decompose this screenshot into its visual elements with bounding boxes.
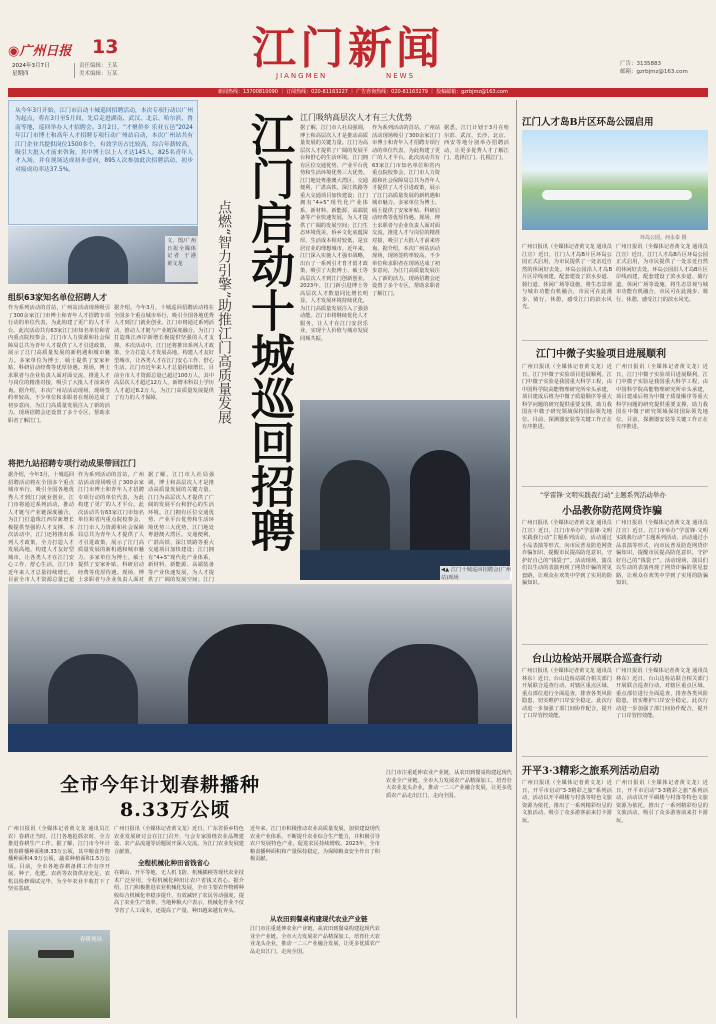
bottom-headline-1: 全市今年计划春耕播种: [60, 774, 261, 796]
bottom-headline-2: 8.33万公顷: [120, 799, 231, 821]
sub-headline: 点燃“智力引擎”助推江门高质量发展: [216, 200, 232, 425]
job-fair-photo-wide: [8, 584, 512, 752]
designer-credit: 美术编辑：万某: [79, 70, 118, 77]
column-divider: [516, 100, 517, 1018]
section2-body-col2: 作为系列活动的首站，广州站活动现场吸引了300余家江门市博士和青年人才招聘专项行动的单位代表，为此构建了更广的人才平台。此次活动共有63家江门市知名单位和省内重点院校参会，江门市人力资源和社会保障局总共为青年人才提供了人才引进政策，展示了江门高质量发展的新机遇和城市魅力。多家单位为博士、硕士提供了安家补贴、科研启动经费等优厚待遇。现场，博士求职者与企业负责人面对: [78, 472, 144, 584]
contact-bar-text: 新闻热线：13700810090 ｜ 订阅热线：020-81163227 ｜ 广告咨询热线：020-81163279 ｜ 投稿邮箱：gzrbjmz@163.com: [218, 89, 508, 95]
editor-credit: 责任编辑：王某: [79, 63, 118, 69]
r4-body-col1: 广州日报讯（全媒体记者黄文龙 通讯员林东）近日，台山边检站联合相关部门开展联合巡查行动，对辖区重点区域、重点部位进行全面巡查，排查各类风险隐患，切实维护口岸安全稳定。此次行动进一步加强了部门间协作配合，提升了口岸管控效能。: [522, 668, 612, 720]
section-title: 江门新闻: [252, 23, 444, 74]
r3-body-col2: 广州日报讯（全媒体记者黄文龙 通讯员江宣）近日，江门市举办“学雷锋·文明实践我行动”主题系列活动，活动通过小品表演等形式，向市民普及防范网贷诈骗知识，提醒市民提高防范意识，守护好自己的“钱袋子”。活动现场，演员们以生动的表演再现了网贷诈骗的常见套路，让观众在欢笑中学到了实用的防骗知识。: [616, 520, 708, 587]
r5-body-col1: 广州日报讯（全媒体记者黄文龙）近日，开平市启动“3·3精彩之旅”系列活动，活动以开平碉楼与村落等特色文旅资源为依托，推出了一系列精彩纷呈的文旅活动，吸引了众多游客前来打卡游玩。: [522, 780, 612, 824]
section3-body-col3: 据悉，江门计划于3月在哈尔滨、武汉、长沙、北京、西安等地分别举办招聘活动，让更多优秀人才了解江门、选择江门、扎根江门。: [444, 125, 509, 162]
section3-body-col2: 作为系列活动的首站，广州站活动现场吸引了300余家江门市博士和青年人才招聘专项行动的单位代表，为此构建了更广的人才平台。此次活动共有63家江门市知名单位和省内重点院校参会，江门市人力资源和社会保障局总共为青年人才提供了人才引进政策，展示了江门高质量发展的新机遇和城市魅力。多家单位为博士、硕士提供了安家补贴、科研启动经费等优厚待遇。现场，博士求职者与企业负责人面对面交流，推进人才与岗位的精准对接，吸引了大批人才前来咨询。据介绍，本次广州站活动现场，现场签约率较高，不少单位和求职者在现场达成了初步意向，为江门高质量发展注入了新的活力。现场招聘会还设置了多个专区，帮助求职者了解江门。: [372, 125, 440, 297]
section1-title: 组织63家知名单位招聘人才: [8, 293, 108, 302]
r5-body-col2: 广州日报讯（全媒体记者黄文龙）近日，开平市启动“3·3精彩之旅”系列活动，活动以开平碉楼与村落等特色文旅资源为依托，推出了一系列精彩纷呈的文旅活动，吸引了众多游客前来打卡游玩。: [616, 780, 708, 824]
photo-figure: [320, 460, 390, 560]
bottom-body-col2-top: 广州日报讯（全媒体记者黄文龙）近日，广东省侨乡特色农业发展研讨会在江门召开，与会专家围绕农业品牌建设、农产品流通等话题展开深入交流，为江门农业发展建言献策。: [114, 826, 244, 855]
r3-kicker: “学雷锋·文明实践我行动”主题系列活动举办: [540, 491, 666, 499]
park-photo: [522, 130, 708, 230]
section2-body-col1: 据介绍，今年3月，十城巡回招聘活动将在全国多个重点城市举行，吸引全国各地优秀人才到江门就业创业。江门市将通过系列活动，推动人才链与产业链深度融合，为江门打造珠江西岸新增长极提供坚强的人才支撑。本次活动中，江门还将推出系列人才政策，全力打造人才发展高地，构建人才友好型城市，让各类人才在江门安心工作、舒心生活。江门市近年来人才总量持续增长，目前全市人才资源总量已超: [8, 472, 74, 584]
ad-phone: 广告：3135883: [620, 61, 661, 67]
lead-photo-caption: 文、图/广州日报全媒体记者 于港 黄文龙: [165, 236, 198, 282]
issue-date: 2024年3月7日: [12, 63, 50, 69]
bottom-body-col3: 近年来，江门市积极推动农业高质量发展，加快建设现代农业产业体系，不断提升农业综合生产能力，并积极引导农户发展特色产业，促进农民持续增收。2023年，全市粮食播种面积和产量保持稳定，为保障粮食安全作出了积极贡献。: [250, 826, 380, 863]
r5-title: 开平3·3精彩之旅系列活动启动: [522, 766, 660, 777]
section3-body-col1: 据了解，江门市人社局强调，博士和高层次人才是推动高质量发展的关键力量。江门为高层次人才提供了广阔的发展平台和舒心的生活环境。江门拥有区位交通优势、产业平台优势和生活环境优势三大优势。江门地处粤港澳大湾区，交通便利，广湛高铁、深江铁路等重大交通项目加快建设；江门拥有“4+5”现代化产业体系，新材料、新能源、高端装备等产业快速发展，为人才提供了广阔的发展空间；江门生态环境优美，侨乡文化底蕴深厚，生活成本相对较低，是宜居宜业的理想城市。近年来，江门深入实施人才强市战略，出台了一系列引才育才留才政策，吸引了大批博士、硕士等高层次人才到江门创新创业。2023年，江门新引进博士等高层次人才数量同比增长明显，人才发展环境持续优化，为江门高质量发展注入了强劲动能。江门市将继续优化人才服务，让人才在江门安居乐业，实现个人价值与城市发展同频共振。: [300, 125, 368, 342]
r2-title: 江门中微子实验项目进展顺利: [536, 349, 666, 360]
bottom-body-col1: 广州日报讯（全媒体记者黄文龙 通讯员江农）春耕正当时，江门各地抢抓农时，全力推进春耕生产工作。据了解，江门市今年计划春耕播种面积8.33万公顷，其中粮食作物播种面积4.9万公顷，蔬菜种植面积1.5万公顷。目前，全市各地春耕备耕工作有序开展，种子、化肥、农药等农资供应充足，农机具检修调试完毕，为全年农业丰收打下了坚实基础。: [8, 826, 110, 893]
drone-icon: [38, 950, 74, 958]
r1-body-col1: 广州日报讯（全媒体记者黄文龙 通讯员江宣）近日，江门人才岛B片区环岛公园正式启用，为市民提供了一处亲近自然的休闲好去处。环岛公园沿人才岛B片区岸线而建，配套建设了滨水步道、骑行道、休闲广场等设施，将生态景观与城市功能有机融合，市民可在此漫步、骑行、休憩，感受江门的滨水风光。: [522, 244, 612, 311]
r1-title: 江门人才岛B片区环岛公园启用: [522, 117, 654, 128]
bottom-subhead-1: 全程机械化种田省钱省心: [138, 859, 210, 867]
r2-body-col1: 广州日报讯（全媒体记者黄文龙）近日，江门中微子实验项目进展顺利。江门中微子实验是我国重大科学工程，由中国科学院高能物理研究所牵头承建，项目建成后将为中微子质量顺序等重大科学问题的研究提供重要支撑，助力我国在中微子研究领域保持国际领先地位。目前，探测器安装等关键工作正在有序推进。: [522, 364, 612, 431]
section1-body-col1: 作为系列活动的首站，广州站活动现场吸引了300余家江门市博士和青年人才招聘专项行动的单位代表，为此构建了更广的人才平台。此次活动共有63家江门市知名单位和省内重点院校参会，江门市人力资源和社会保障局总共为青年人才提供了人才引进政策，展示了江门高质量发展的新机遇和城市魅力。多家单位为博士、硕士提供了安家补贴、科研启动经费等优厚待遇。现场，博士求职者与企业负责人面对面交流，推进人才与岗位的精准对接，吸引了大批人才前来咨询。据介绍，本次广州站活动现场，现场签约率较高，不少单位和求职者在现场达成了初步意向，为江门高质量发展注入了新的活力。现场招聘会还设置了多个专区，帮助求职者了解江门。: [8, 305, 110, 424]
section3-title: 江门吸纳高层次人才有三大优势: [300, 113, 412, 122]
spring-farming-caption: 春耕现场: [80, 937, 103, 943]
r2-body-col2: 广州日报讯（全媒体记者黄文龙）近日，江门中微子实验项目进展顺利。江门中微子实验是我国重大科学工程，由中国科学院高能物理研究所牵头承建，项目建成后将为中微子质量顺序等重大科学问题的研究提供重要支撑，助力我国在中微子研究领域保持国际领先地位。目前，探测器安装等关键工作正在有序推进。: [616, 364, 708, 431]
photo-figure: [68, 236, 128, 284]
bottom-subhead-2: 从农田到餐桌构建现代农业产业链: [270, 915, 368, 923]
photo-path: [542, 190, 692, 200]
r3-body-col1: 广州日报讯（全媒体记者黄文龙 通讯员江宣）近日，江门市举办“学雷锋·文明实践我行动”主题系列活动，活动通过小品表演等形式，向市民普及防范网贷诈骗知识，提醒市民提高防范意识，守护好自己的“钱袋子”。活动现场，演员们以生动的表演再现了网贷诈骗的常见套路，让观众在欢笑中学到了实用的防骗知识。: [522, 520, 612, 587]
job-fair-photo-caption: ◀▲ 江门十城巡回招聘会(广州站)现场: [441, 567, 511, 581]
page-number: 13: [92, 36, 119, 58]
paper-logo-icon: ◉: [8, 44, 20, 59]
photo-figure: [410, 450, 470, 560]
paper-logo: [8, 40, 71, 59]
section2-title: 将把九站招聘专项行动成果带回江门: [8, 459, 136, 468]
bottom-body-col2: 在鹤山、开平等地，无人机飞防、机械插秧等现代农业技术广泛应用，全程机械化种田让农户省钱又省心。据介绍，江门积极推进农业机械化发展，全市主要农作物耕种收综合机械化率稳步提升，有效减轻了农民劳动强度，提高了农业生产效率。当地种粮大户表示，机械化作业不仅节省了人工成本，还提高了产量，种田越来越有奔头。: [114, 870, 244, 914]
divider: [522, 756, 708, 757]
r1-body-col2: 广州日报讯（全媒体记者黄文龙 通讯员江宣）近日，江门人才岛B片区环岛公园正式启用，为市民提供了一处亲近自然的休闲好去处。环岛公园沿人才岛B片区岸线而建，配套建设了滨水步道、骑行道、休闲广场等设施，将生态景观与城市功能有机融合，市民可在此漫步、骑行、休憩，感受江门的滨水风光。: [616, 244, 708, 303]
divider: [522, 644, 708, 645]
section1-body-col2: 据介绍，今年3月，十城巡回招聘活动将在全国多个重点城市举行，吸引全国各地优秀人才到江门就业创业。江门市将通过系列活动，推动人才链与产业链深度融合，为江门打造珠江西岸新增长极提供坚强的人才支撑。本次活动中，江门还将推出系列人才政策，全力打造人才发展高地，构建人才友好型城市，让各类人才在江门安心工作、舒心生活。江门市近年来人才总量持续增长，目前全市人才资源总量已超过100万人，其中高层次人才超过12万人，新增本科以上学历人才超过8.2万人，为江门高质量发展提供了有力的人才保障。: [114, 305, 214, 402]
park-photo-caption: 环岛公园。何永泰 摄: [640, 235, 687, 241]
paper-name: 广州日报: [19, 44, 72, 59]
issue-weekday: 星期四: [12, 70, 29, 77]
r3-title: 小品教你防范网贷诈骗: [562, 506, 662, 517]
bottom-body-col4: 江门市注重延伸农业产业链，从农田到餐桌构建起现代农业全产业链。全市大力发展农产品精深加工，培育壮大农业龙头企业，推动一二三产业融合发展，让更多优质农产品走出江门、走向全国。: [386, 770, 512, 799]
masthead: [8, 23, 708, 90]
lead-intro: 从今年3月开始，江门市启动十城巡回招聘活动，本次专项行动以广州为起点，将在3月至5月间，先后走进湖南、武汉、北京、哈尔滨、鲁南等地，巡回举办人才招聘会。3月2日，“才聚侨乡 乐业五邑”2024年江门市博士和高年人才招聘专项行动广州站启动，本次广州站共有江门企业共提供岗位1500多个，有效学历占比较高，综合年薪较高，吸引大批人才前来咨询，其中博士以上人才达145人，825名青年人才入场，并在现场达成初步意向，895人次参加此次招聘活动，初步对接成功率达37.5%。: [15, 108, 193, 173]
photo-table: [8, 724, 512, 752]
divider: [522, 486, 708, 487]
lead-box: [8, 100, 198, 225]
r4-title: 台山边检站开展联合巡查行动: [532, 654, 662, 665]
divider: [522, 340, 708, 341]
section-subtitle-right: NEWS: [386, 72, 416, 80]
job-fair-photo-top: [300, 400, 510, 580]
bottom-body-col3b: 江门市注重延伸农业产业链，从农田到餐桌构建起现代农业全产业链。全市大力发展农产品精深加工，培育壮大农业龙头企业，推动一二三产业融合发展，让更多优质农产品走出江门、走向全国。: [250, 926, 380, 955]
contact-bar: [8, 88, 708, 97]
r4-body-col2: 广州日报讯（全媒体记者黄文龙 通讯员林东）近日，台山边检站联合相关部门开展联合巡查行动，对辖区重点区域、重点部位进行全面巡查，排查各类风险隐患，切实维护口岸安全稳定。此次行动进一步加强了部门间协作配合，提升了口岸管控效能。: [616, 668, 708, 720]
spring-farming-photo: [8, 930, 110, 1018]
main-headline: 江门启动十城巡回招聘: [243, 112, 294, 552]
section2-body-col3: 据了解，江门市人社局强调，博士和高层次人才是推动高质量发展的关键力量。江门为高层次人才提供了广阔的发展平台和舒心的生活环境。江门拥有区位交通优势、产业平台优势和生活环境优势三大优势。江门地处粤港澳大湾区，交通便利，广湛高铁、深江铁路等重大交通项目加快建设；江门拥有“4+5”现代化产业体系，新材料、新能源、高端装备等产业快速发展，为人才提供了广阔的发展空间；江门: [148, 472, 214, 584]
section-subtitle-left: JIANGMEN: [276, 72, 328, 80]
contact-email: 邮箱：gzrbjmz@163.com: [620, 69, 688, 76]
